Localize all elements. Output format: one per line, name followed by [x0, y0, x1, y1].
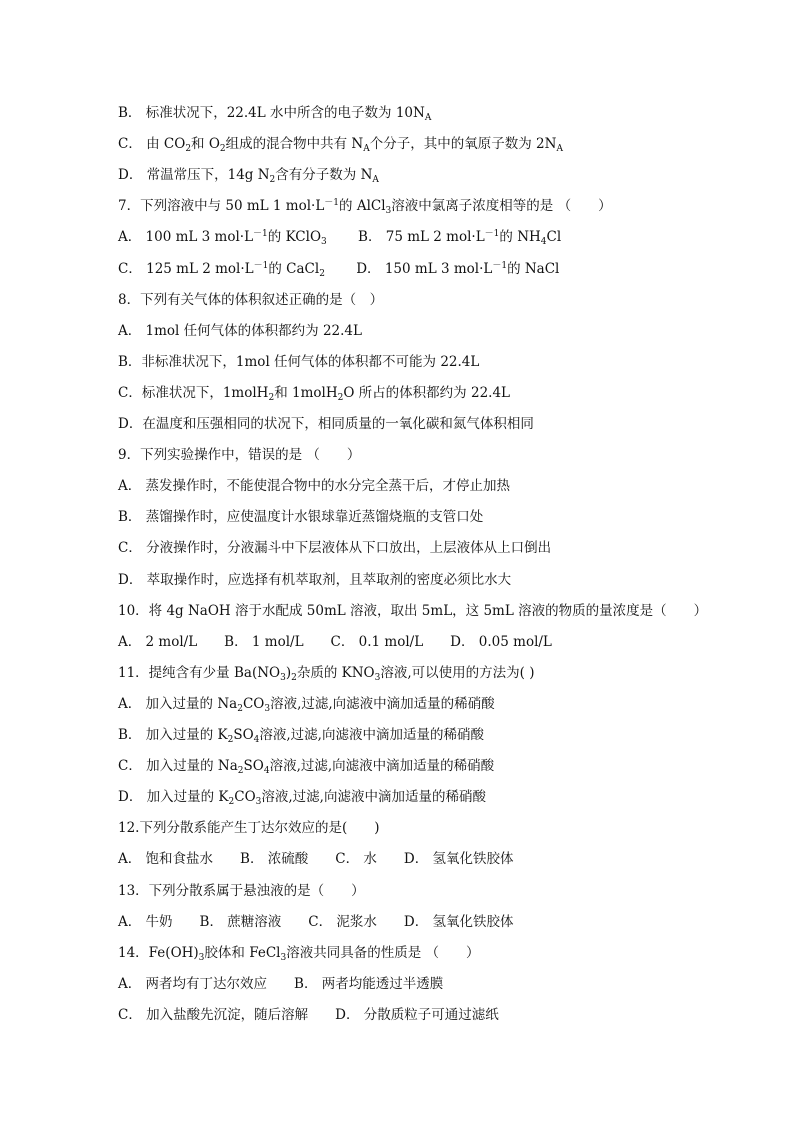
- q14-stem: 14．$Fe(OH)_3$胶体和 FeCl$_3$溶液共同具备的性质是 （ ）: [118, 944, 480, 963]
- q11-stem: 11．提纯含有少量 $Ba(NO_3)_2$杂质的 $KNO_3$溶液,可以使用的方法为( ): [118, 664, 535, 683]
- q9-option-c: C． 分液操作时，分液漏斗中下层液体从下口放出，上层液体从上口倒出: [118, 540, 552, 557]
- q8-option-a: A． 1mol 任何气体的体积都约为 22.4L: [118, 322, 362, 339]
- q14-options-ab: A． 两者均有丁达尔效应 B． 两者均能透过半透膜: [118, 975, 444, 992]
- q6-option-b: B． 标准状况下，22.4L 水中所含的电子数为 $10N_A$: [118, 105, 432, 123]
- q13-stem: 13．下列分散系属于悬浊液的是（ ）: [118, 882, 365, 899]
- q9-option-b: B． 蒸馏操作时，应使温度计水银球靠近蒸馏烧瓶的支管口处: [118, 509, 484, 526]
- q8-stem: 8．下列有关气体的体积叙述正确的是（ ）: [118, 291, 384, 308]
- q11-option-a: A． 加入过量的 $Na_2CO_3$溶液,过滤,向滤液中滴加适量的稀硝酸: [118, 695, 495, 714]
- q8-option-c: C．标准状况下，1molH$_2$和 1molH$_2$O 所占的体积都约为 22.4L: [118, 384, 511, 403]
- q12-stem: 12.下列分散系能产生丁达尔效应的是( ): [118, 820, 380, 837]
- q11-option-b: B． 加入过量的 $K_2SO_4$溶液,过滤,向滤液中滴加适量的稀硝酸: [118, 727, 484, 745]
- q7-stem: 7．下列溶液中与 50 mL 1 $mol\cdot L^{-1}$的 AlCl$_3$溶液中氯离子浓度相等的是 （ ）: [118, 198, 612, 217]
- q12-options: A． 饱和食盐水 B． 浓硫酸 C． 水 D． 氢氧化铁胶体: [118, 851, 514, 868]
- q8-option-b: B．非标准状况下，1mol 任何气体的体积都不可能为 22.4L: [118, 353, 480, 370]
- q8-option-d: D．在温度和压强相同的状况下，相同质量的一氧化碳和氮气体积相同: [118, 416, 534, 432]
- q11-option-d: D． 加入过量的 $K_2CO_3$溶液,过滤,向滤液中滴加适量的稀硝酸: [118, 789, 486, 808]
- q9-stem: 9．下列实验操作中，错误的是 （ ）: [118, 447, 361, 464]
- q14-options-cd: C． 加入盐酸先沉淀，随后溶解 D． 分散质粒子可通过滤纸: [118, 1006, 499, 1023]
- q7-options-ab: A． 100 mL 3 $mol\cdot L^{-1}$的 KClO$_3$ B． 75 mL 2 $mol\cdot L^{-1}$的 $NH_4Cl$: [118, 229, 562, 248]
- q7-options-cd: C． 125 mL 2 $mol\cdot L^{-1}$的 CaCl$_2$ D． 150 mL 3 $mol\cdot L^{-1}$的 NaCl: [118, 260, 560, 279]
- q9-option-a: A． 蒸发操作时，不能使混合物中的水分完全蒸干后，才停止加热: [118, 478, 511, 495]
- q9-option-d: D． 萃取操作时，应选择有机萃取剂，且萃取剂的密度必须比水大: [118, 571, 512, 588]
- q13-options: A． 牛奶 B． 蔗糖溶液 C． 泥浆水 D． 氢氧化铁胶体: [118, 913, 514, 930]
- q11-option-c: C． 加入过量的 $Na_2SO_4$溶液,过滤,向滤液中滴加适量的稀硝酸: [118, 758, 495, 777]
- q10-options: A． 2 mol/L B． 1 mol/L C． 0.1 mol/L D． 0.05 mol/L: [118, 633, 552, 650]
- q6-option-c: C． 由 $CO_2$和 $O_2$组成的混合物中共有 $N_A$个分子，其中的氧原子数为 $2N_A$: [118, 136, 563, 155]
- q6-option-d: D． 常温常压下，14g $N_2$含有分子数为 $N_A$: [118, 167, 379, 186]
- q10-stem: 10．将 4g NaOH 溶于水配成 50mL 溶液，取出 5mL，这 5mL 溶液的物质的量浓度是（ ）: [118, 602, 708, 619]
